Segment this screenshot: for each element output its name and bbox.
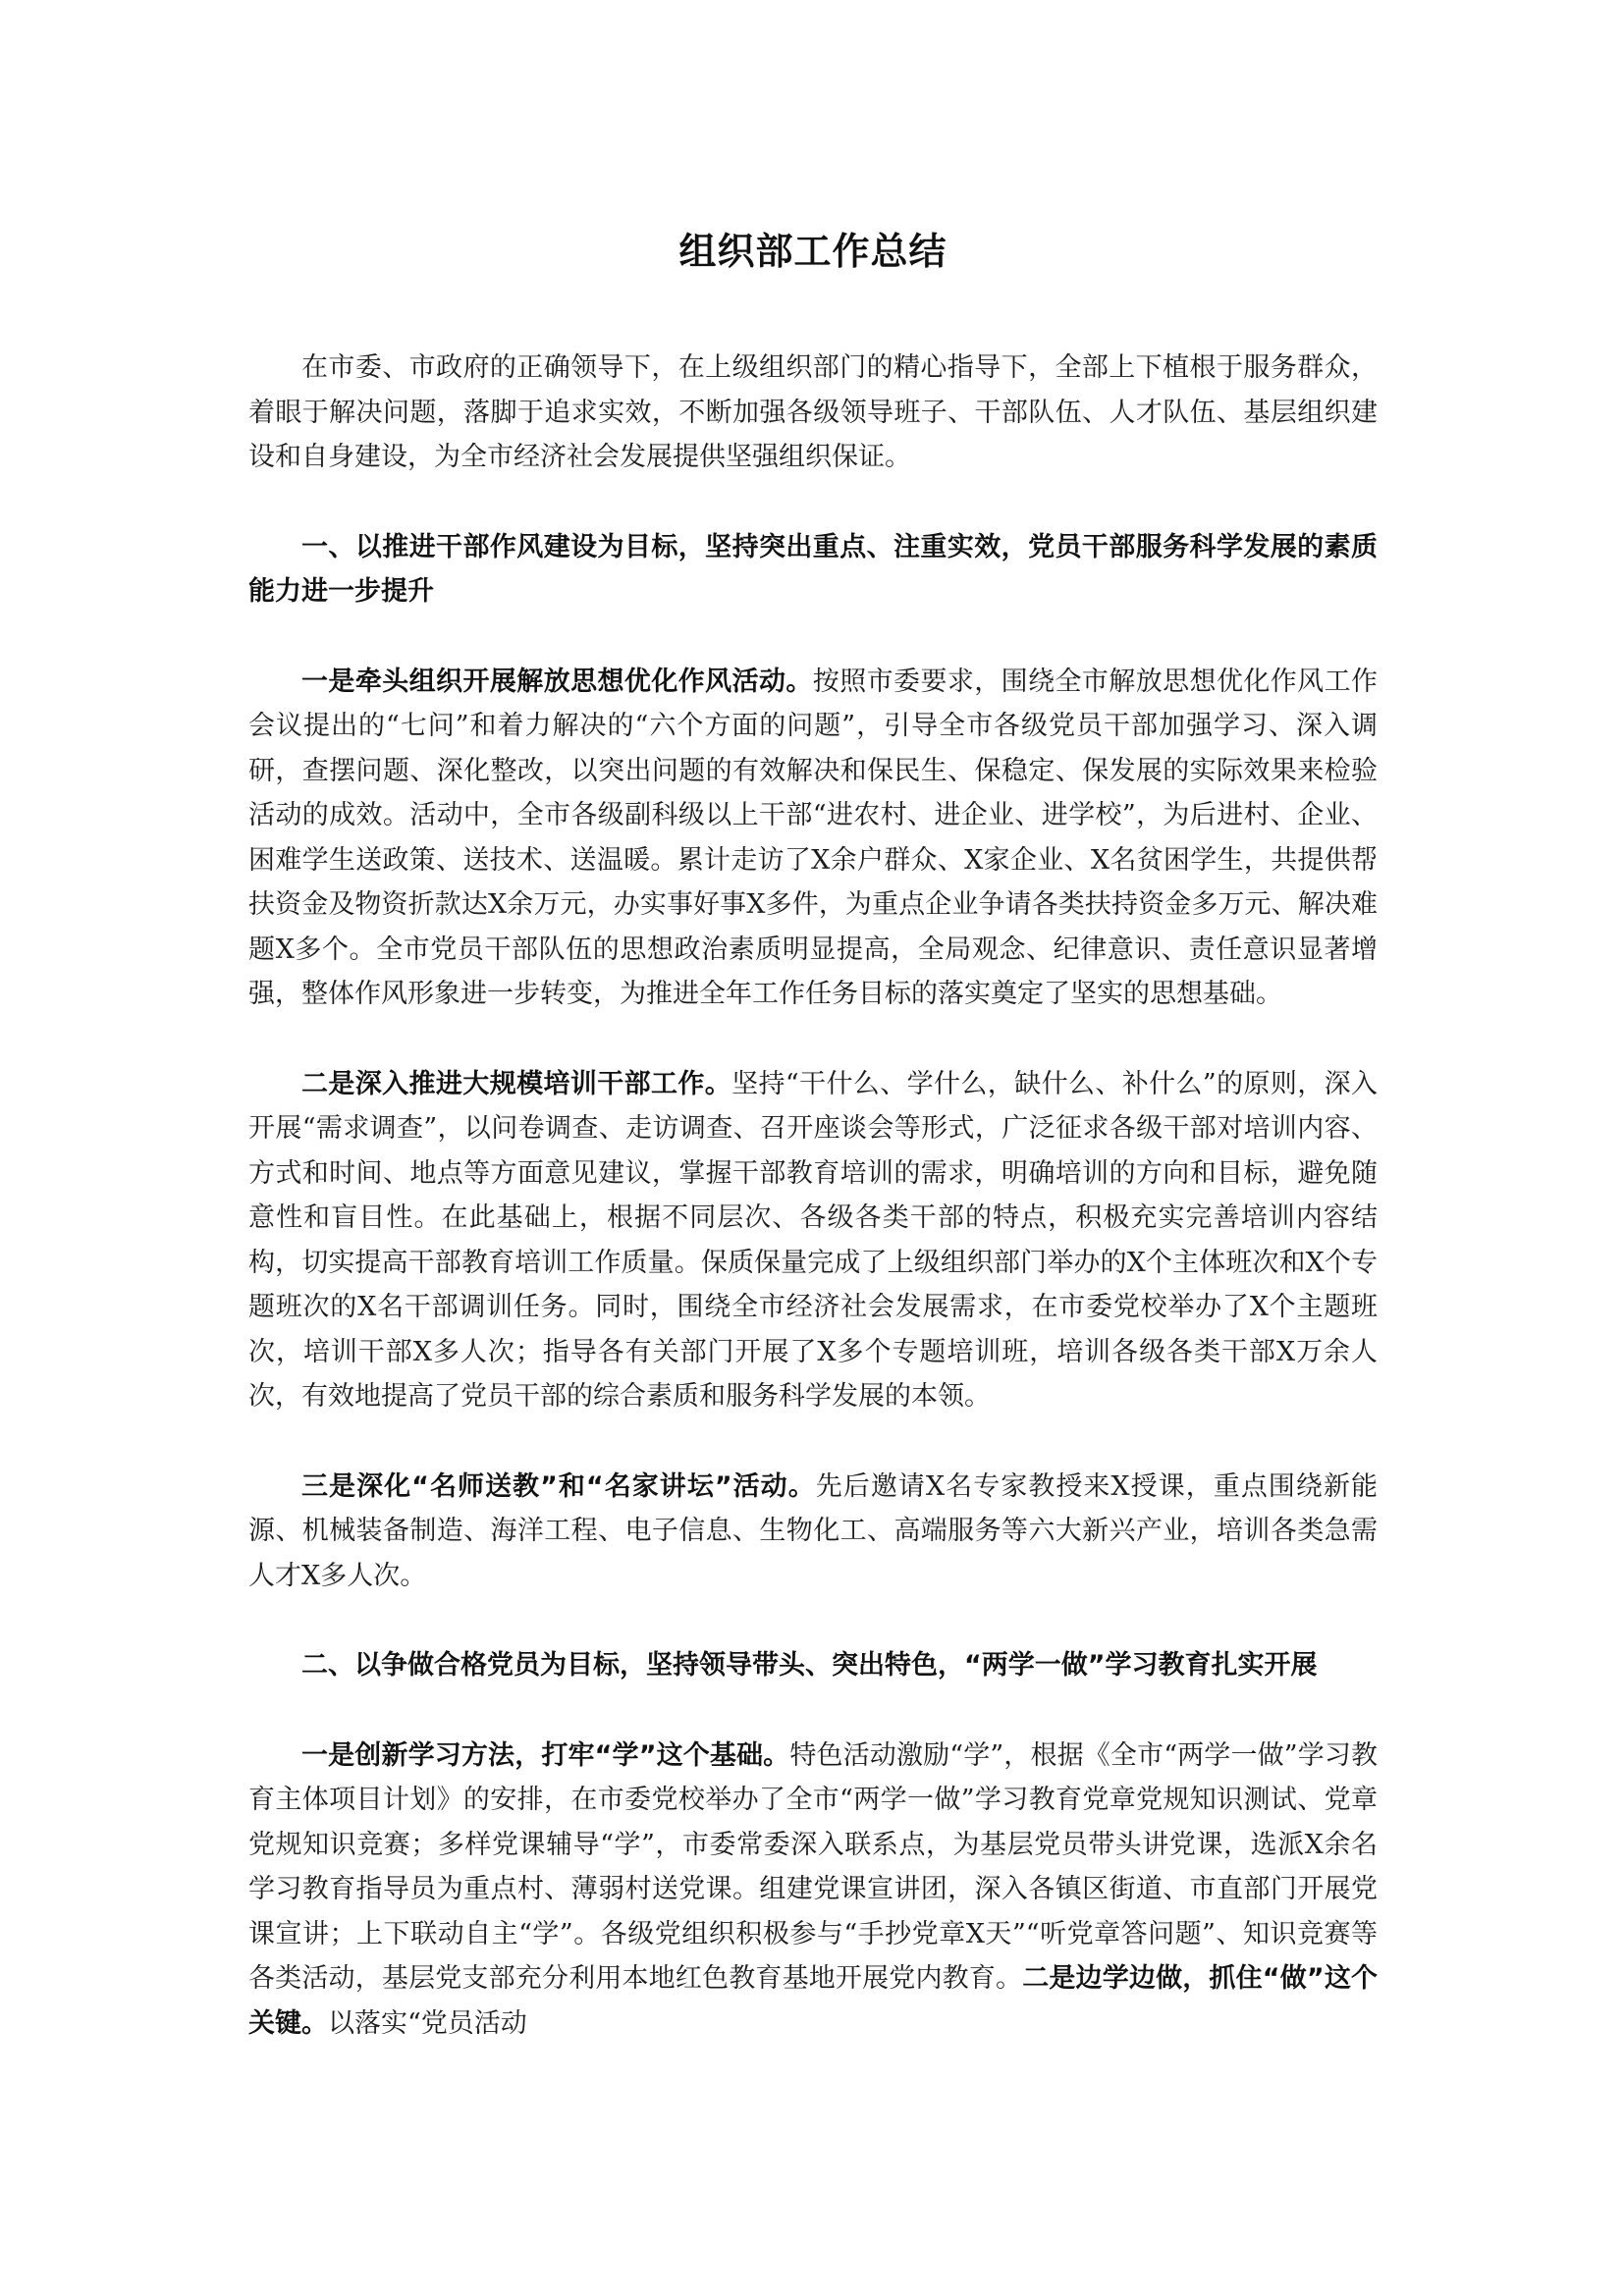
item-body-2: 以落实“党员活动: [328, 2007, 527, 2039]
item-body: 按照市委要求，围绕全市解放思想优化作风工作会议提出的“七问”和着力解决的“六个方面的问题”，引导全市各级党员干部加强学习、深入调研，查摆问题、深化整改，以突出问题的有效解决和保民生、保稳定、保发展的实际效果来检验活动的成效。活动中，全市各级副科级以上干部“进农村、进企业、进学校”，为后进村、企业、困难学生送政策、送技术、送温暖。累计走访了X余户群众、X家企业、X名贫困学生，共提供帮扶资金及物资折款达X余万元，办实事好事X多件，为重点企业争请各类扶持资金多万元、解决难题X多个。全市党员干部队伍的思想政治素质明显提高，全局观念、纪律意识、责任意识显著增强，整体作风形象进一步转变，为推进全年工作任务目标的落实奠定了坚实的思想基础。: [248, 666, 1379, 1009]
document-title: 组织部工作总结: [678, 230, 947, 273]
item-lead: 一是牵头组织开展解放思想优化作风活动。: [301, 666, 813, 697]
item-body: 坚持“干什么、学什么，缺什么、补什么”的原则，深入开展“需求调查”，以问卷调查、走访调查、召开座谈会等形式，广泛征求各级干部对培训内容、方式和时间、地点等方面意见建议，掌握干部教育培训的需求，明确培训的方向和目标，避免随意性和盲目性。在此基础上，根据不同层次、各级各类干部的特点，积极充实完善培训内容结构，切实提高干部教育培训工作质量。保质保量完成了上级组织部门举办的X个主体班次和X个专题班次的X名干部调训任务。同时，围绕全市经济社会发展需求，在市委党校举办了X个主题班次，培训干部X多人次；指导各有关部门开展了X多个专题培训班，培训各级各类干部X万余人次，有效地提高了党员干部的综合素质和服务科学发展的本领。: [248, 1068, 1378, 1412]
item-lead: 一是创新学习方法，打牢“学”这个基础。: [301, 1739, 790, 1771]
item-body: 先后邀请X名专家教授来X授课，重点围绕新能源、机械装备制造、海洋工程、电子信息、生物化工、高端服务等六大新兴产业，培训各类急需人才X多人次。: [248, 1470, 1378, 1591]
item-lead: 二是深入推进大规模培训干部工作。: [301, 1068, 732, 1099]
section-1-item-3: [248, 1465, 1378, 1599]
section-2-item-1: [248, 1734, 1378, 2047]
section-1-item-1: [248, 660, 1378, 1017]
item-lead: 三是深化“名师送教”和“名家讲坛”活动。: [301, 1470, 816, 1502]
item-lead-2: 二是边学边做，抓住“做”这个关键。: [248, 1963, 1378, 2039]
section-1-heading: 一、以推进干部作风建设为目标，坚持突出重点、注重实效，党员干部服务科学发展的素质能力进一步提升: [248, 531, 1378, 607]
section-1-item-2: [248, 1062, 1378, 1419]
intro-paragraph: 在市委、市政府的正确领导下，在上级组织部门的精心指导下，全部上下植根于服务群众，着眼于解决问题，落脚于追求实效，不断加强各级领导班子、干部队伍、人才队伍、基层组织建设和自身建设，为全市经济社会发展提供坚强组织保证。: [248, 352, 1378, 472]
section-2-heading: 二、以争做合格党员为目标，坚持领导带头、突出特色，“两学一做”学习教育扎实开展: [301, 1650, 1318, 1681]
item-body: 特色活动激励“学”，根据《全市“两学一做”学习教育主体项目计划》的安排，在市委党校举办了全市“两学一做”学习教育党章党规知识测试、党章党规知识竞赛；多样党课辅导“学”，市委常委深入联系点，为基层党员带头讲党课，选派X余名学习教育指导员为重点村、薄弱村送党课。组建党课宣讲团，深入各镇区街道、市直部门开展党课宣讲；上下联动自主“学”。各级党组织积极参与“手抄党章X天”“听党章答问题”、知识竞赛等各类活动，基层党支部充分利用本地红色教育基地开展党内教育。: [248, 1739, 1378, 1994]
document-page: [248, 224, 1378, 2046]
